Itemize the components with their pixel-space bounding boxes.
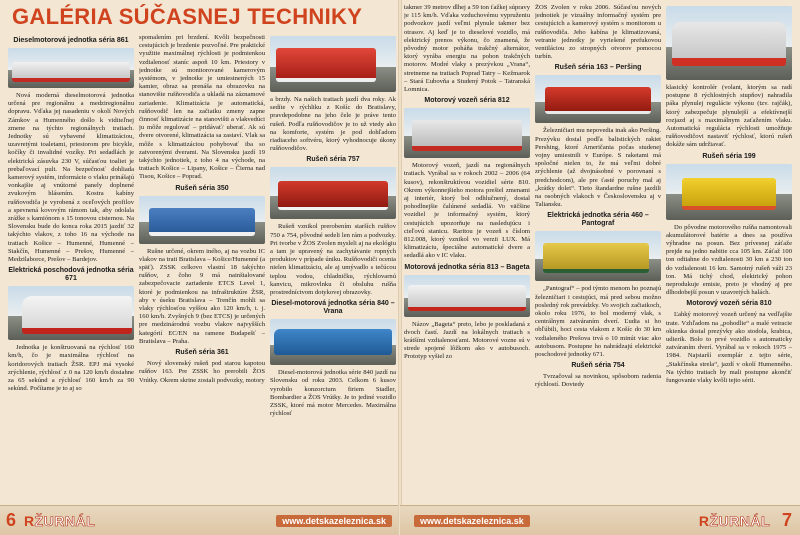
photo-757-locomotive [270, 167, 396, 219]
text-813-cont: ŽOS Zvolen v roku 2006. Súčasťou nových jednotiek je vizuálny informačný systém pre cestujúcich a kamerový systém s monitorom u rušňovodiča. Jeho kabína je klimatizovaná, vetranie jednotky je vyriešené prefukovou ventiláciou zo stropných otvorov pomocou turbín. [535, 4, 661, 61]
heading-812: Motorový vozeň séria 812 [424, 97, 510, 105]
heading-361: Rušeň séria 361 [175, 349, 229, 357]
left-column-2 [139, 34, 265, 510]
text-840: Diesel-motorová jednotka série 840 jazdí na Slovensku od roku 2003. Celkom 6 kusov vyrobilo konzorcium firiem Stadler, Bombardier a ŽOS Vrútky. Je to jediné vozidlo ZSSK, ktoré má motor Mercedes. Maximálna rýchlosť [270, 369, 396, 418]
text-460: „Pantograf“ – pod týmto menom ho poznajú železničiari i cestujúci, má pred sebou možno posledný rok prevádzky. Vo svojich začiatkoch, okolo roku 1976, to bol moderný vlak, s centrálnym zatváraním dverí. Ľudia si ho obľúbili, hoci cesta vlakom z Košíc do 30 km vzdialeného Prešova trvá o 10 minút viac ako autobusom. Postupne ho nahrádzajú elektrické poschodové jednotky 671. [535, 285, 661, 359]
page-number-left: 6 [6, 510, 17, 530]
heading-199: Rušeň séria 199 [702, 152, 756, 160]
heading-861: Dieselmotorová jednotka séria 861 [13, 37, 129, 44]
text-361-cont: a brzdy. Na našich tratiach jazdí dva roky. Ak sedíte v rýchliku z Košíc do Bratislavy, pravdepodobne na jeho čele je práve tento rušeň. Podľa rušňovodičov je to už vtedy ako na komforte, systém je pod dohľadom riadiaceho softvéru, ktorý vyhodnocuje úkony rušňovodičov. [270, 96, 396, 153]
brand-logo-right: RŽURNÁL [698, 513, 770, 529]
left-column-1 [8, 34, 134, 510]
left-column-3 [270, 34, 396, 510]
text-671-cont: spomalením pri brzdení. Kvôli bezpečnosti cestujúcich je brzdenie pozvoľné. Pre praktické využitie maximálnej rýchlosti je podmienkou vzdialenosť staníc aspoň 10 km. Priestory v jednotke sú monitorované kamerovým systémom, v jednotke je umiestnených 15 kamier, obraz sa prenáša na obrazovku na stanovište rušňovodiča a ukladá na záznamové zariadenie. Klimatizácia je automatická, rušňovodič len na začiatku zmeny zapne činnosť klimatizácie na stanovišti a vlakvedúci ju môže regulovať – pridávať/ uberať. Ak sú dvere otvorené, klimatizácia sa zastaví. Vlak sa môže s klimatizáciou pohybovať iba so zatvorenými dverami. Na Slovensku jazdí 19 takýchto jednotiek, z toho 4 na východe, na tratiach Košice – Lipany, Košice – Čierna nad Tisou, Košice – Poprad. [139, 34, 265, 181]
right-footer [400, 505, 800, 535]
heading-671: Elektrická poschodová jednotka séria 671 [8, 267, 134, 283]
website-link-left[interactable]: www.detskazeleznica.sk [276, 515, 392, 527]
photo-813-bageta [404, 275, 530, 317]
text-199: Do pôvodne motorového rušňa namontovali akumulátorové batérie a dnes sa používa výhradne na posun. Bez prívesnej záťaže prejde na jedno nabitie cca 105 km. Záťaž 100 ton odtiahne do vzdialenosti 30 km a 230 ton do vzdialenosti 16 km. Samotný rušeň váži 23 ton. Má tichý chod, elektrický pohon neprodukuje emisie, preto je vhodný aj pre dlhodobejší posun v uzavretých halách. [666, 223, 792, 297]
text-812: Motorový vozeň, jazdí na regionálnych tratiach. Vyrábal sa v rokoch 2002 – 2006 (64 kusov), rekonštruktívou vozidiel série 810. Okrem výkonnejšieho motora prešiel zmenami aj interiér, ktorý bol odhlučnený, dostal pohodlnejšie čalúnené sedadlá. Vo väčšine vozidiel je informačný systém, ktorý cestujúcich upozorňuje na nasledujúcu i cieľovú stanicu. Raritou je vozeň s číslom 812.008, ktorý vznikol vo verzii LUX. Má klimatizáciu, špeciálne automatické dvere a sedadlá ako v IC vlaku. [404, 162, 530, 260]
text-361: Nový slovenský rušeň pod starou kapotou rušňov 163. Pre ZSSK ho prerobili ŽOS Vrútky. Okrem skrine zostali podvozky, motory [139, 360, 265, 384]
text-813: Názov „Bageta“ preto, lebo je poskladaná z dvoch častí. Jazdí na lokálnych tratiach s krátšími vzdialenosťami. Motorové vozne sú v strede spojené lôžkom ako v autobusoch. Prototyp vyšiel zo [404, 320, 530, 361]
photo-671-train [8, 286, 134, 340]
page-title: GALÉRIA SÚČASNEJ TECHNIKY [12, 4, 363, 29]
photo-861-train [8, 48, 134, 88]
left-footer [0, 505, 400, 535]
heading-840: Diesel-motorová jednotka séria 840 – Vrana [271, 300, 395, 316]
text-350: Rušne určené, okrem iného, aj na vozbu IC vlakov na trati Bratislava – Košice/Humenné (a späť). ZSSK celkovo vlastní 18 takýchto rušňov, z čoho 9 má nainštalované zabezpečovacie zariadenie ETCS Level 1, ktoré je podmienkou na infraštruktúre ŽSR, aby v úseku Bratislava – Trenčín mohli sa vlaky rýchlosťou vyššou ako 120 km/h, t. j. 160 km/h. Zvyšných 9 (bez ETCS) je určených pre medzinárodnú vozbu vlakov najvyšších kategórií EC/EN na ramene Budapešť – Bratislava – Praha. [139, 247, 265, 345]
text-754-cont: klasický kontrolér (volant, ktorým sa radí postupne 8 rýchlostných stupňov) nahradila páka plynulej regulácie výkonu (tzv. rajčák), ktorý zabezpečuje plynulejší a efektívnejší rozjazd aj s maximálnym zaťažením vlaku. Automatická regulácia rýchlosti umožňuje rušňovodičovi nastaviť rýchlosť, ktorú rušeň dokáže sám udržiavať. [666, 84, 792, 149]
photo-red-express [270, 36, 396, 92]
photo-199-locomotive [666, 164, 792, 220]
heading-810: Motorový vozeň séria 810 [686, 300, 772, 308]
right-column-1 [404, 4, 530, 510]
photo-460-pantograf [535, 231, 661, 281]
heading-813: Motorová jednotka séria 813 – Bageta [404, 263, 530, 271]
right-page [400, 0, 800, 535]
heading-754: Rušeň séria 754 [571, 362, 625, 370]
heading-350: Rušeň séria 350 [175, 184, 229, 192]
text-754: Tvrzačoval sa novinkou, spôsobom radenia rýchlostí. Dovtedy [535, 373, 661, 389]
text-671: Jednotka je konštruovaná na rýchlosť 160 km/h, čo je maximálna rýchlosť na koridorových tratiach ŽSR. EPJ má vysoké zrýchlenie, rýchlosť z 0 na 120 km/h dosiahne za 65 sekúnd a rýchlosť 160 km/h za 90 sekúnd. Počítame je to aj so [8, 344, 134, 393]
text-757: Rušeň vznikol prerobením starších rušňov 750 a 754, pôvodné sedeli len rám a podvozky. Pri tvorbe v ŽOS Zvolen mysleli aj na ekológiu a tam je upravený na zachytávanie ropných produktov v prípade úniku. Rušňovodiči ocenia nielen klimatizáciu, ale aj umývadlo s tečúcou teplou vodou, chladničku, rýchlovarnú kanvicu, mikrovlnku či obsluhu rušňa prostredníctvom dotykovej obrazovky. [270, 223, 396, 297]
website-link-right[interactable]: www.detskazeleznica.sk [414, 515, 530, 527]
page-number-right: 7 [781, 510, 792, 530]
heading-460: Elektrická jednotka séria 460 – Pantograf [547, 212, 649, 228]
photo-840-vrana [270, 319, 396, 365]
photo-350-locomotive [139, 196, 265, 244]
photo-812-railcar [404, 108, 530, 158]
text-840-cont: takmer 39 metrov dlhej a 59 ton ťažkej súpravy je 115 km/h. Vďaka vzduchovému vypruženiu podvozkov jazdí veľmi plynule takmer bez otrasov. Aj keď je to dieselové vozidlo, má elektrický prenos výkonu, čo znamená, že pôvodný motor poháňa trakčný alternátor, ktorý vyrába energiu na pohon trakčných motorov. Modré vlaky s prezývkou „Vrana“, stretneme na tratiach Poprad Tatry – Kežmarok – Stará Ľubovňa a Studený Potok – Tatranská Lomnica. [404, 4, 530, 94]
heading-757: Rušeň séria 757 [306, 156, 360, 164]
text-163: Železničiari mu nepovedia inak ako Peršing. Prezývku dostal podľa balistických rakiet Pershing, ktoré Američania počas studenej vojny umiestnili v Európe. S raketami má spoločné nielen to, že má veľmi dobré zrýchlenie (až dvojnásobné v porovnaní s predchodcom), ale pre ťasté poruchy mal aj „krátky dolet“. Tieto štandardne rušne jazdili na osobných vlakoch v Československu aj v Taliansku. [535, 127, 661, 209]
text-861: Nová moderná dieselmotorová jednotka určená pre regionálnu a medziregionálnu dopravu. Vďaka jej nasadeniu v okolí Nových Zámkov a Humenného došlo k viditeľnej zmene na týchto regionálnych tratiach. Jednotky sú vybavené klimatizáciou, uzavretými toaletami, priestorom pre bicykle, kočíky či invalidné vozíky. Pri sedadlách je elektrická zásuvka 230 V, súčasťou toaliet je prebaľovací pult. Na bezpečnosť dohliada kamerový systém, informácie o vlaku prinášajú vonkajšie aj vnútorné panely doplnené zvukovým hlásením. Kostra kabíny rušňovodiča je vyrobená z oceľových profilov a spevnená kovovým rámom tak, aby odolala zrážke s kamiónom s 15 tonovou cisternou. Na Slovensku bude do konca roka 2015 jazdiť 32 takýchto vlakov, z toho 16 na východe na tratiach Košice – Humenné, Humenné – Stakčín, Humenné – Prešov, Humenné – Medzilaborce, Prešov – Bardejov. [8, 92, 134, 264]
right-column-3 [666, 4, 792, 510]
photo-754-locomotive [666, 6, 792, 80]
heading-163: Rušeň séria 163 – Peršing [554, 64, 642, 72]
right-column-2 [535, 4, 661, 510]
brand-logo-left: RŽURNÁL [24, 513, 96, 529]
photo-163-persing [535, 75, 661, 123]
text-810: Ľahký motorový vozeň určený na vedľajšie trate. Vzhľadom na „pohodlie“ a malé vetracie okienka dostal prezývky ako stodola, krabica, udierik. Bolo to prvé vozidlo s automaticky zatváraním dverí. Vyrábal sa v rokoch 1975 – 1984. Najstarší exemplár z tejto série, „Stakčínska strela“, jazdí v okolí Humenného. Na týchto tratiach by mali postupne akončiť fungovanie vlaky kvôli tejto sérii. [666, 311, 792, 385]
